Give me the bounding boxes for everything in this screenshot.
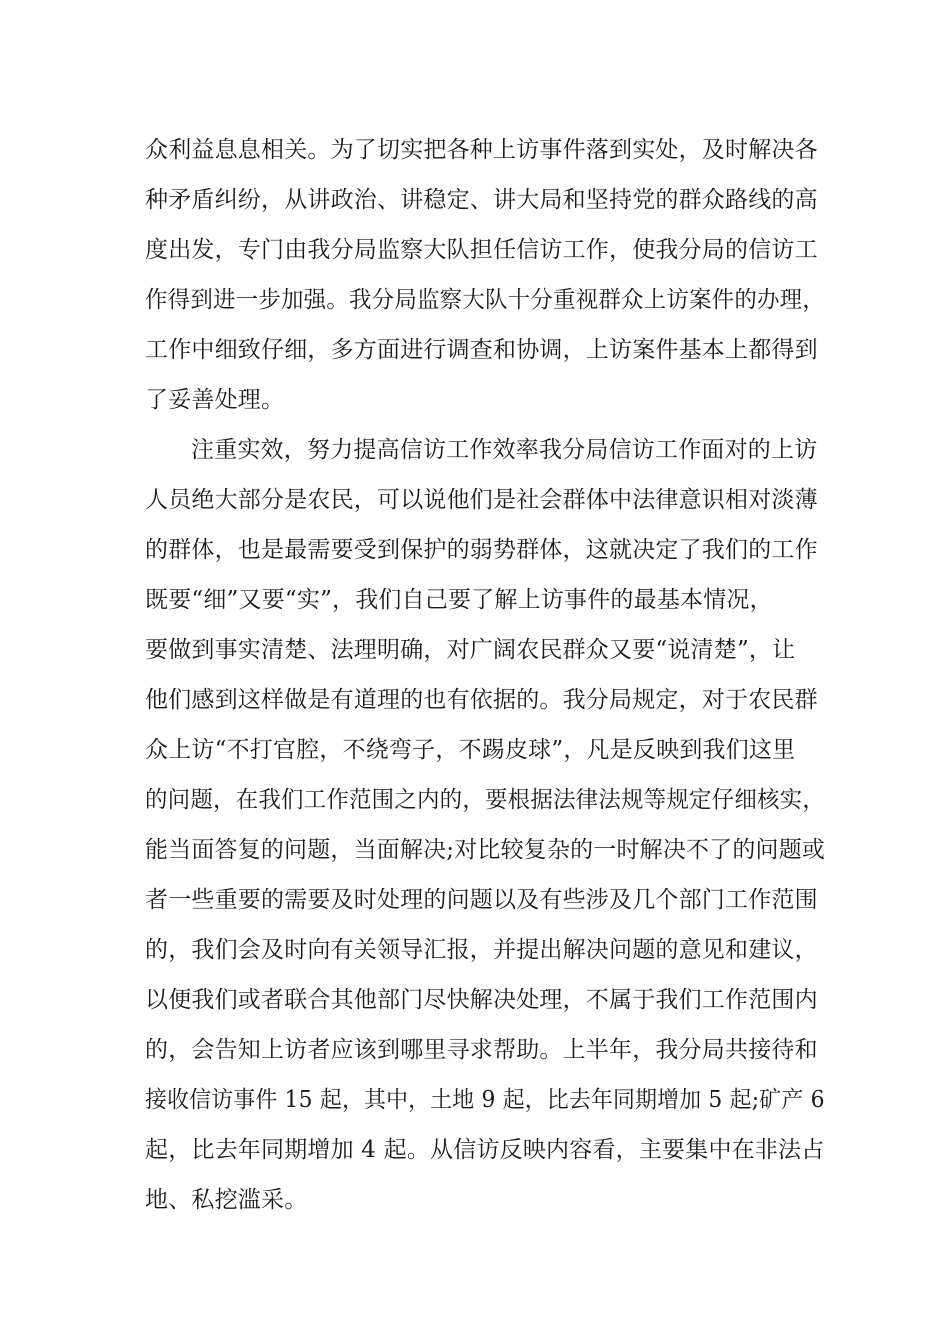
text-line: 的问题，在我们工作范围之内的，要根据法律法规等规定仔细核实， xyxy=(145,787,825,813)
text-line: 的，会告知上访者应该到哪里寻求帮助。上半年，我分局共接待和 xyxy=(145,1037,818,1063)
text-line: 地、私挖滥采。 xyxy=(145,1187,308,1213)
text-line: 要做到事实清楚、法理明确，对广阔农民群众又要“说清楚”，让 xyxy=(145,637,796,663)
text-line: 了妥善处理。 xyxy=(145,387,285,413)
text-line: 工作中细致仔细，多方面进行调查和协调，上访案件基本上都得到 xyxy=(145,337,818,363)
text-line: 度出发，专门由我分局监察大队担任信访工作，使我分局的信访工 xyxy=(145,237,818,263)
text-line: 的群体，也是最需要受到保护的弱势群体，这就决定了我们的工作 xyxy=(145,537,818,563)
text-line: 以便我们或者联合其他部门尽快解决处理，不属于我们工作范围内 xyxy=(145,987,818,1013)
text-line: 能当面答复的问题，当面解决;对比较复杂的一时解决不了的问题或 xyxy=(145,837,826,863)
text-line: 者一些重要的需要及时处理的问题以及有些涉及几个部门工作范围 xyxy=(145,887,818,913)
text-line: 起，比去年同期增加 4 起。从信访反映内容看，主要集中在非法占 xyxy=(145,1137,825,1163)
text-line: 的，我们会及时向有关领导汇报，并提出解决问题的意见和建议， xyxy=(145,937,818,963)
text-line: 注重实效，努力提高信访工作效率我分局信访工作面对的上访 xyxy=(191,437,818,463)
text-line: 众上访“不打官腔，不绕弯子，不踢皮球”，凡是反映到我们这里 xyxy=(145,737,796,763)
text-line: 众利益息息相关。为了切实把各种上访事件落到实处，及时解决各 xyxy=(145,137,818,163)
text-line: 他们感到这样做是有道理的也有依据的。我分局规定，对于农民群 xyxy=(145,687,818,713)
text-line: 接收信访事件 15 起，其中，土地 9 起，比去年同期增加 5 起;矿产 6 xyxy=(145,1087,825,1113)
text-line: 作得到进一步加强。我分局监察大队十分重视群众上访案件的办理， xyxy=(145,287,825,313)
text-line: 人员绝大部分是农民，可以说他们是社会群体中法律意识相对淡薄 xyxy=(145,487,818,513)
text-line: 既要“细”又要“实”，我们自己要了解上访事件的最基本情况， xyxy=(145,587,773,613)
text-line: 种矛盾纠纷，从讲政治、讲稳定、讲大局和坚持党的群众路线的高 xyxy=(145,187,818,213)
